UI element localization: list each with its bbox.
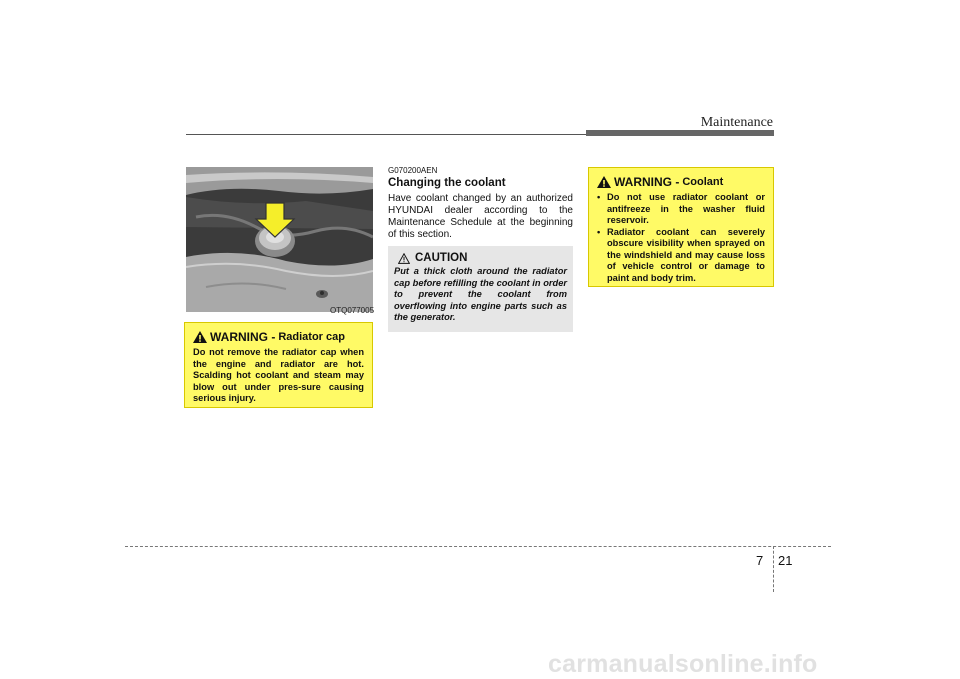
warning-subject: Coolant: [682, 176, 724, 188]
header-section-title: Maintenance: [700, 115, 773, 130]
warning-label: WARNING -: [210, 330, 276, 344]
page-number: 21: [778, 553, 793, 568]
figure-code: OTQ077005: [330, 306, 375, 315]
warning-coolant-box: [588, 167, 774, 287]
header-bar: [586, 130, 774, 136]
caution-text: Put a thick cloth around the radiator cap before refilling the coolant in order to prevent the coolant from overflowing into engine parts such as the generator.: [394, 266, 567, 322]
footer-rule: [125, 546, 831, 547]
warning-radiator-cap-box: [184, 322, 373, 408]
warning-list: [597, 192, 765, 284]
radiator-cap-photo: [186, 167, 373, 312]
list-item: • Radiator coolant can severely obscure visibility when sprayed on the windshield and may cause loss of vehicle control or damage to paint and body trim.: [597, 227, 765, 285]
warning-text: Do not remove the radiator cap when the engine and radiator are hot. Scalding hot coolant and steam may blow out under pres-sure causing serious injury.: [193, 347, 364, 403]
section-title: Changing the coolant: [388, 177, 506, 189]
section-code: G070200AEN: [388, 166, 438, 175]
caution-box: [388, 246, 573, 332]
caution-triangle-icon: [398, 253, 410, 264]
warning-label: WARNING -: [614, 175, 680, 189]
section-body: Have coolant changed by an authorized HYUNDAI dealer according to the Maintenance Schedule at the beginning of this section.: [388, 193, 573, 240]
warning-subject: Radiator cap: [278, 331, 345, 343]
list-item: • Do not use radiator coolant or antifreeze in the washer fluid reservoir.: [597, 192, 765, 227]
footer-divider: [773, 546, 774, 592]
warning-triangle-icon: [193, 331, 207, 343]
chapter-number: 7: [756, 553, 764, 568]
watermark: carmanualsonline.info: [548, 650, 818, 678]
warning-triangle-icon: [597, 176, 611, 188]
caution-label: CAUTION: [415, 252, 468, 264]
